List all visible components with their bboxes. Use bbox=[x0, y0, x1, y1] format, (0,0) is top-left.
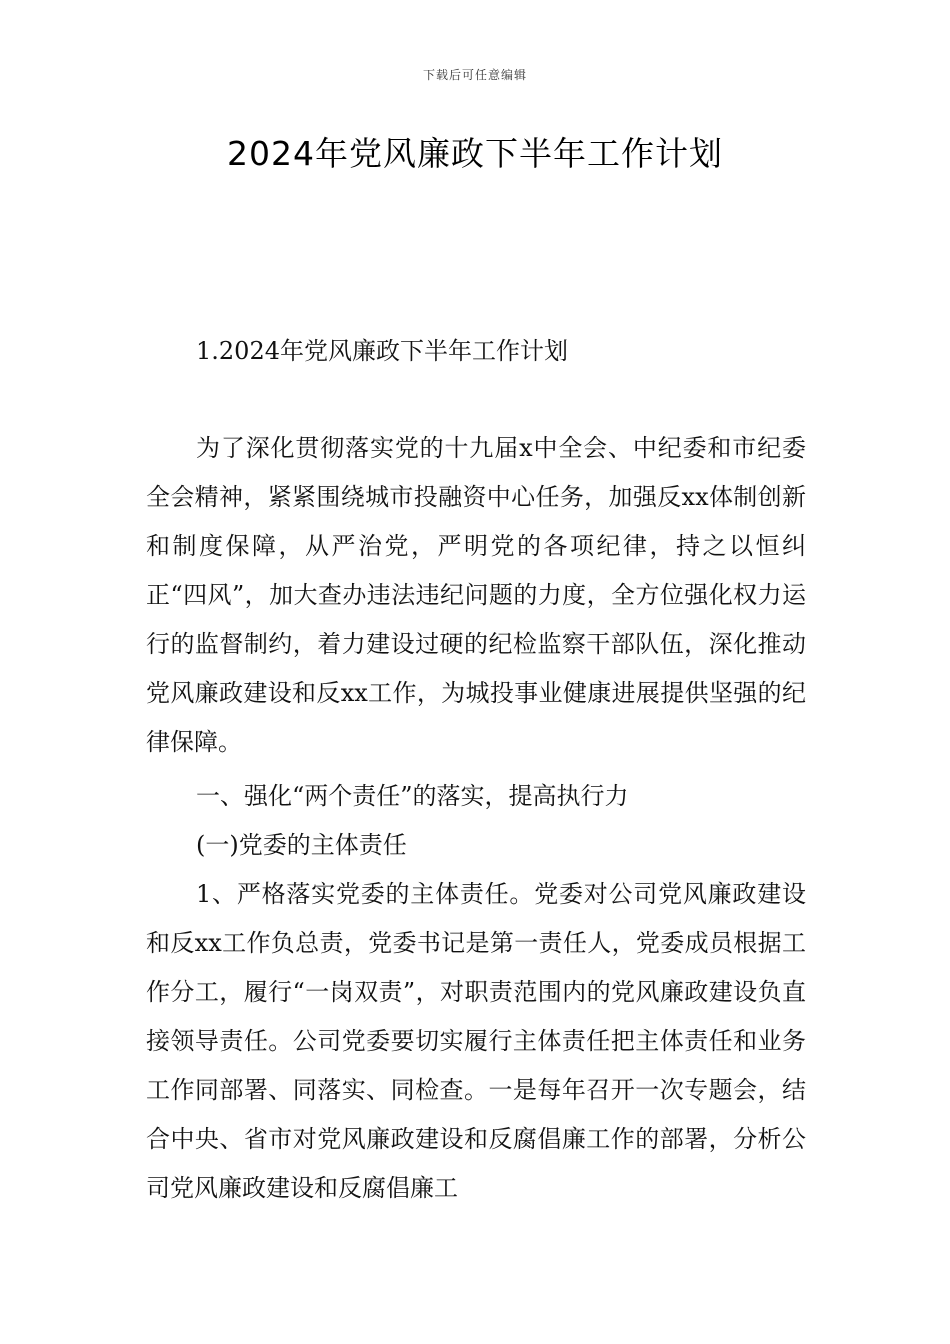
document-title: 2024年党风廉政下半年工作计划 bbox=[227, 134, 723, 173]
header-note: 下载后可任意编辑 bbox=[422, 68, 527, 82]
item-one-paragraph: 1、严格落实党委的主体责任。党委对公司党风廉政建设和反xx工作负总责，党委书记是第一责任人，党委成员根据工作分工，履行“一岗双责”，对职责范围内的党风廉政建设负直接领导责任。公司党委要切实履行主体责任把主体责任和业务工作同部署、同落实、同检查。一是每年召开一次专题会，结合中央、省市对党风廉政建设和反腐倡廉工作的部署，分析公司党风廉政建设和反腐倡廉工 bbox=[146, 880, 806, 1202]
section-title: 1.2024年党风廉政下半年工作计划 bbox=[196, 337, 568, 365]
heading-one: 一、强化“两个责任”的落实，提高执行力 bbox=[196, 782, 629, 810]
subheading-one: (一)党委的主体责任 bbox=[196, 831, 407, 859]
intro-paragraph: 为了深化贯彻落实党的十九届x中全会、中纪委和市纪委全会精神，紧紧围绕城市投融资中心任务，加强反xx体制创新和制度保障，从严治党，严明党的各项纪律，持之以恒纠正“四风”，加大查办违法违纪问题的力度，全方位强化权力运行的监督制约，着力建设过硬的纪检监察干部队伍，深化推动党风廉政建设和反xx工作，为城投事业健康进展提供坚强的纪律保障。 bbox=[146, 434, 806, 756]
